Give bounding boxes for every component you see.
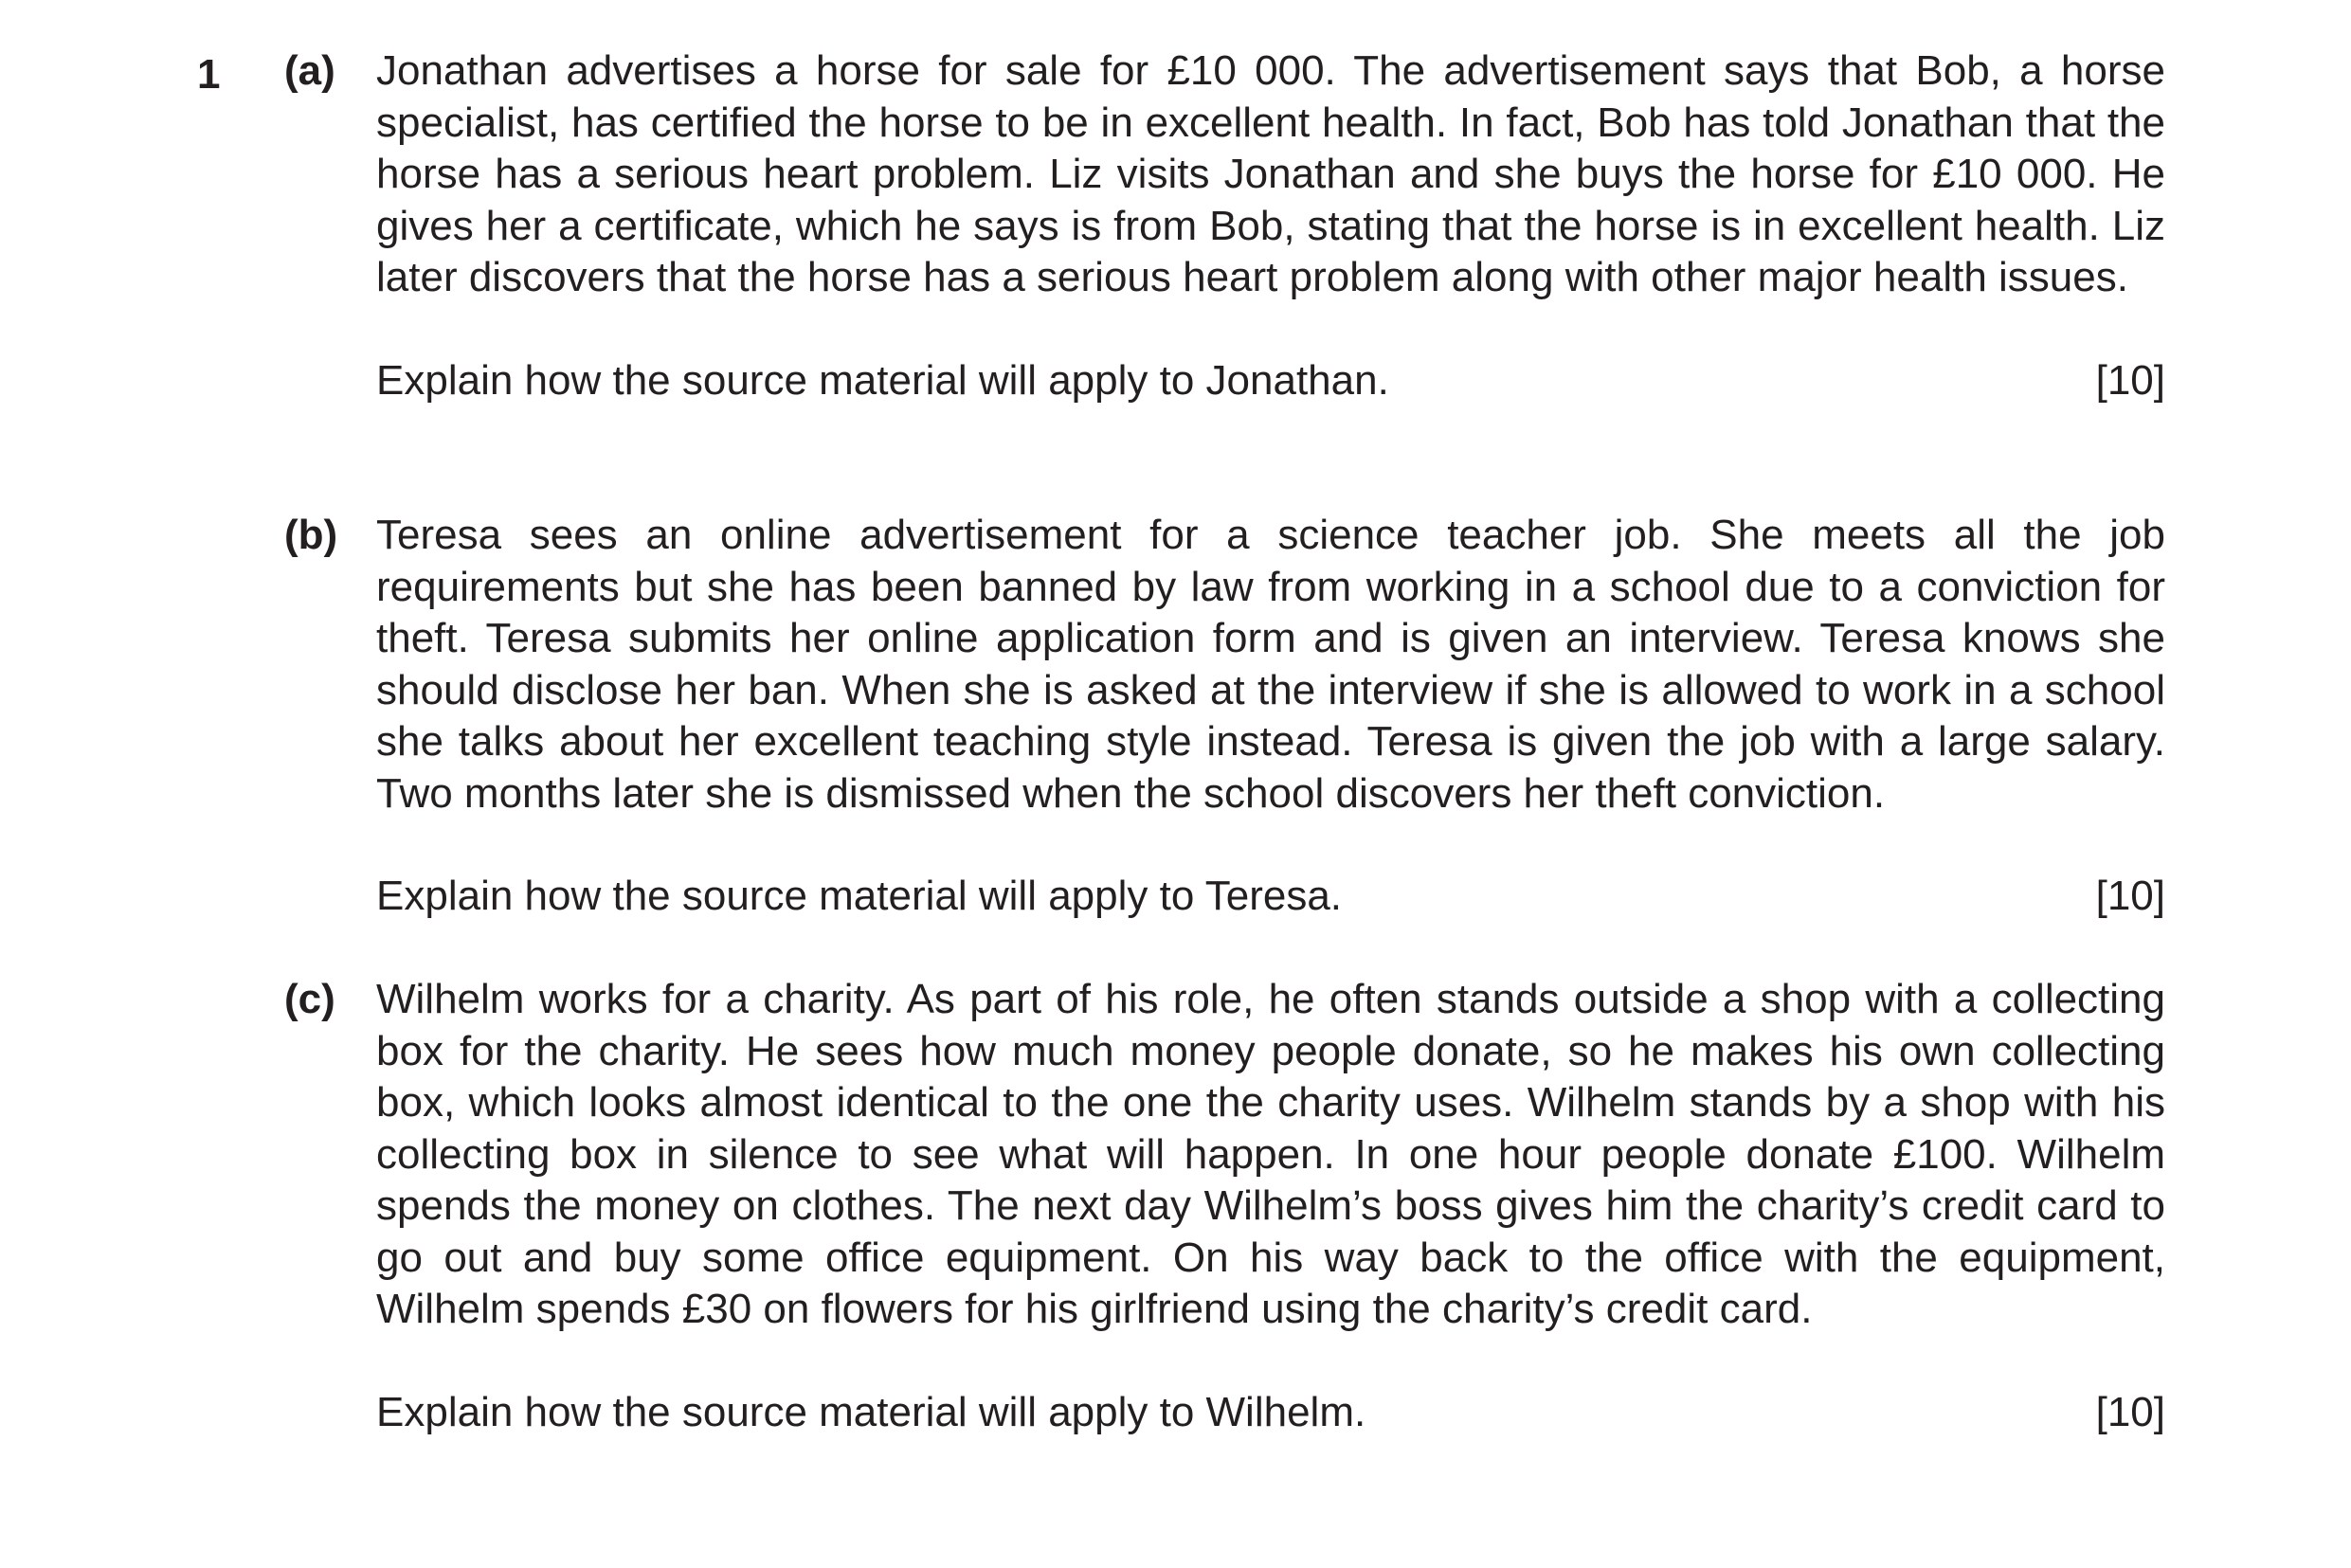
part-body: [376, 510, 2165, 924]
scenario-text: Wilhelm works for a charity. As part of his role, he often stands outside a shop with a collecting box for the charity. He sees how much money people donate, so he makes his own collecting box, which looks almost identical to the one the charity uses. Wilhelm stands by a shop with his collecting box in silence to see what will happen. In one hour people donate £100. Wilhelm spends the money on clothes. The next day Wilhelm’s boss gives him the charity’s credit card to go out and buy some office equipment. On his way back to the office with the equipment, Wilhelm spends £30 on flowers for his girlfriend using the charity’s credit card.: [376, 976, 2165, 1332]
part-body: [376, 45, 2165, 408]
part-label: (a): [284, 47, 335, 94]
instruction-row: [376, 355, 2165, 408]
instruction-text: Explain how the source material will apply to Jonathan.: [376, 356, 1389, 404]
instruction-row: [376, 1387, 2165, 1440]
instruction-row: [376, 871, 2165, 924]
marks-allocation: [10]: [2095, 356, 2165, 404]
part-body: [376, 974, 2165, 1440]
marks-allocation: [10]: [2095, 873, 2165, 919]
scenario-text: Jonathan advertises a horse for sale for £10 000. The advertisement says that Bob, a horse specialist, has certified the horse to be in excellent health. In fact, Bob has told Jonathan that the horse has a serious heart problem. Liz visits Jonathan and she buys the horse for £10 000. He gives her a certificate, which he says is from Bob, stating that the horse is in excellent health. Liz later discovers that the horse has a serious heart problem along with other major health issues.: [376, 47, 2165, 300]
part-label: (b): [284, 512, 338, 558]
marks-allocation: [10]: [2095, 1388, 2165, 1435]
scenario-text: Teresa sees an online advertisement for a science teacher job. She meets all the job requirements but she has been banned by law from working in a school due to a conviction for theft. Teresa submits her online application form and is given an interview. Teresa knows she should disclose her ban. When she is asked at the interview if she is allowed to work in a school she talks about her excellent teaching style instead. Teresa is given the job with a large salary. Two months later she is dismissed when the school discovers her theft conviction.: [376, 512, 2165, 817]
part-label: (c): [284, 976, 335, 1022]
question-number: 1: [197, 51, 221, 98]
instruction-text: Explain how the source material will apply to Wilhelm.: [376, 1388, 1366, 1435]
instruction-text: Explain how the source material will apply to Teresa.: [376, 873, 1343, 919]
